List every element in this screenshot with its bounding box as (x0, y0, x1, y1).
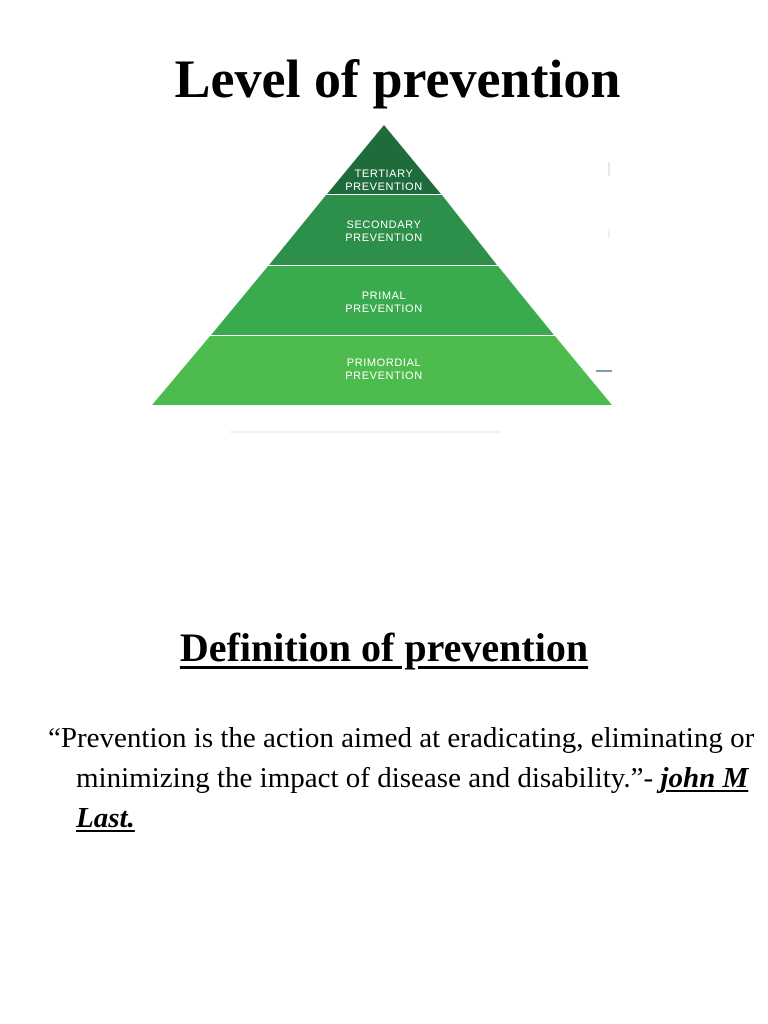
tier-primordial-label-line1: PRIMORDIAL (346, 357, 422, 369)
tier-primordial-label-line2: PREVENTION (345, 370, 423, 382)
quote-text: “Prevention is the action aimed at eradicating, eliminating or minimizing the impact of disease and disability.”- (48, 722, 755, 794)
page-title: Level of prevention (174, 49, 621, 109)
tier-secondary-label-line1: SECONDARY (346, 219, 422, 231)
tier-secondary-label-line2: PREVENTION (345, 232, 423, 244)
quote-author: john M Last. (76, 762, 749, 834)
tier-primal-label-line1: PRIMAL (361, 290, 407, 302)
prevention-pyramid (0, 0, 768, 460)
tier-tertiary-label-line2: PREVENTION (345, 181, 423, 193)
definition-quote (48, 718, 766, 838)
tier-tertiary-label-line1: TERTIARY (354, 168, 414, 180)
definition-heading: Definition of prevention (179, 625, 589, 670)
tier-primal-label-line2: PREVENTION (345, 303, 423, 315)
